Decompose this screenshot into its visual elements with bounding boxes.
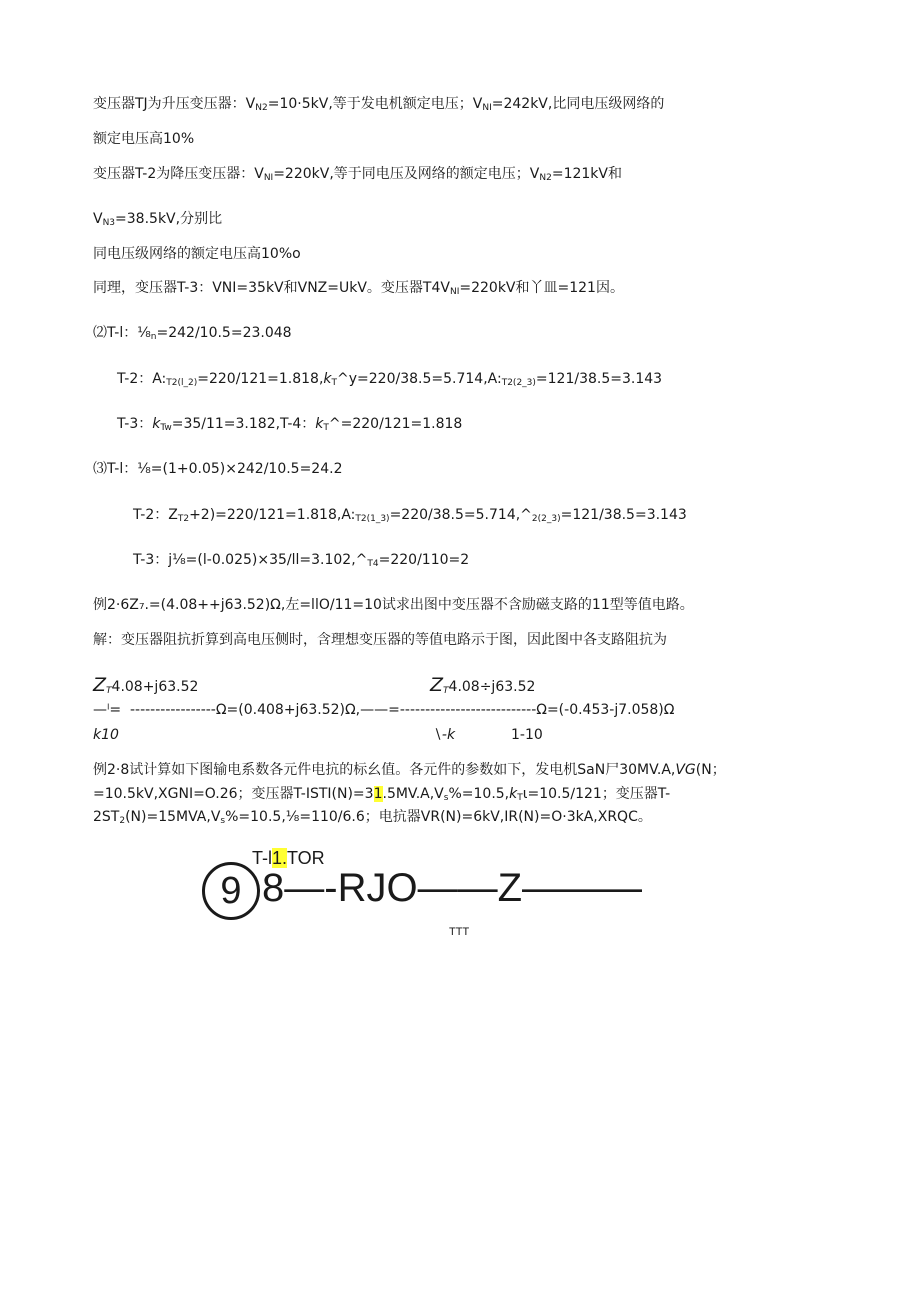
equation-denominator-mid: ∖-k: [433, 727, 456, 743]
text-line-2: 额定电压高10%: [93, 131, 195, 147]
text-line-7: ⑵T-l：$\frac{1}{8}_n=242/10.5=23.048$: [93, 325, 292, 342]
equation-numerator-right: $Z_T4.08\div j63.52$: [430, 674, 536, 696]
equation-numerator-left: $Z_T4.08+j63.52$: [93, 674, 199, 696]
text-line-3: 变压器T-2为降压变压器：$V_{NI}=220kV$,等于同电压及网络的额定电压；$V_{N2}=121kV$和: [93, 166, 622, 183]
highlight-mark: 1: [373, 786, 383, 802]
text-line-17: $2ST_2(N)=15MVA,V_s\%=10.5,\frac{1}{8}=110/6.6$；电抗器VR(N)=6kV,IR(N)=O·3kA,XRQC。: [93, 809, 652, 826]
text-line-10: ⑶T-l：⅛=(1+0.05)×242/10.5=24.2: [93, 461, 343, 477]
text-line-15: 例2·8试计算如下图输电系数各元件电抗的标幺值。各元件的参数如下，发电机SaN尸30MV.A,VG(N；: [93, 762, 726, 778]
equation-fraction-line: —ˡ= -----------------Ω=(0.408+j63.52)Ω,——=---------------------------Ω=(-0.453-j7.058)Ω: [93, 702, 675, 718]
text-line-8: T-2：$A:_{T2(l\_2)}=220/121=1.818,k_T\^{}y=220/38.5=5.714,A:_{T2(2\_3)}=121/38.5=3.143$: [117, 371, 663, 388]
figure-under-label: TTT: [449, 926, 470, 938]
text-line-1: 变压器TJ为升压变压器：$V_{N2}=10\cdot 5kV$,等于发电机额定电压；$V_{NI}=242kV$,比同电压级网络的: [93, 96, 665, 113]
equation-denominator-right: 1-10: [511, 727, 543, 743]
text-line-9: T-3：$k_{Tw}=35/11=3.182,T-4$：$k_T\^{}=220/121=1.818$: [117, 416, 463, 433]
text-line-6: 同理，变压器T-3：VNI=35kV和VNZ=UkV。变压器$T4V_{NI}=220kV$和丫皿=121因。: [93, 280, 624, 297]
generator-circle-symbol: 9: [202, 862, 260, 920]
text-line-5: 同电压级网络的额定电压高10%o: [93, 246, 301, 262]
text-line-4: $V_{N3}=38.5kV$,分别比: [93, 211, 223, 228]
text-line-14: 解：变压器阻抗折算到高电压侧时，含理想变压器的等值电路示于图，因此图中各支路阻抗为: [93, 632, 667, 648]
figure-label: T-l1.TOR: [252, 848, 325, 868]
figure-line-symbols: 8—-RJO——Z———: [262, 866, 642, 910]
text-line-12: T-3：$j\frac{1}{8}=(l-0.025)\times 35∕ll=3.102,\^{}_{T4}=220/110=2$: [133, 552, 470, 569]
text-line-13: 例2·6Z₇.=(4.08++j63.52)Ω,左=llO/11=10试求出图中变压器不含励磁支路的11型等值电路。: [93, 597, 694, 613]
figure-highlight-mark: 1.: [272, 848, 288, 868]
equation-denominator-left: k10: [93, 727, 119, 743]
text-line-16: =10.5kV,XGNI=O.26；变压器$T-ISTI(N)=31.5MV.A,V_s\%=10.5,k_T\iota=10.5∕121$；变压器T-: [93, 786, 671, 803]
text-line-11: T-2：$Z_{T2}+2)=220/121=1.818,A:_{T2(1\_3)}=220/38.5=5.714,\^{}_{2(2\_3)}=121/38.5=3.143$: [133, 507, 687, 524]
